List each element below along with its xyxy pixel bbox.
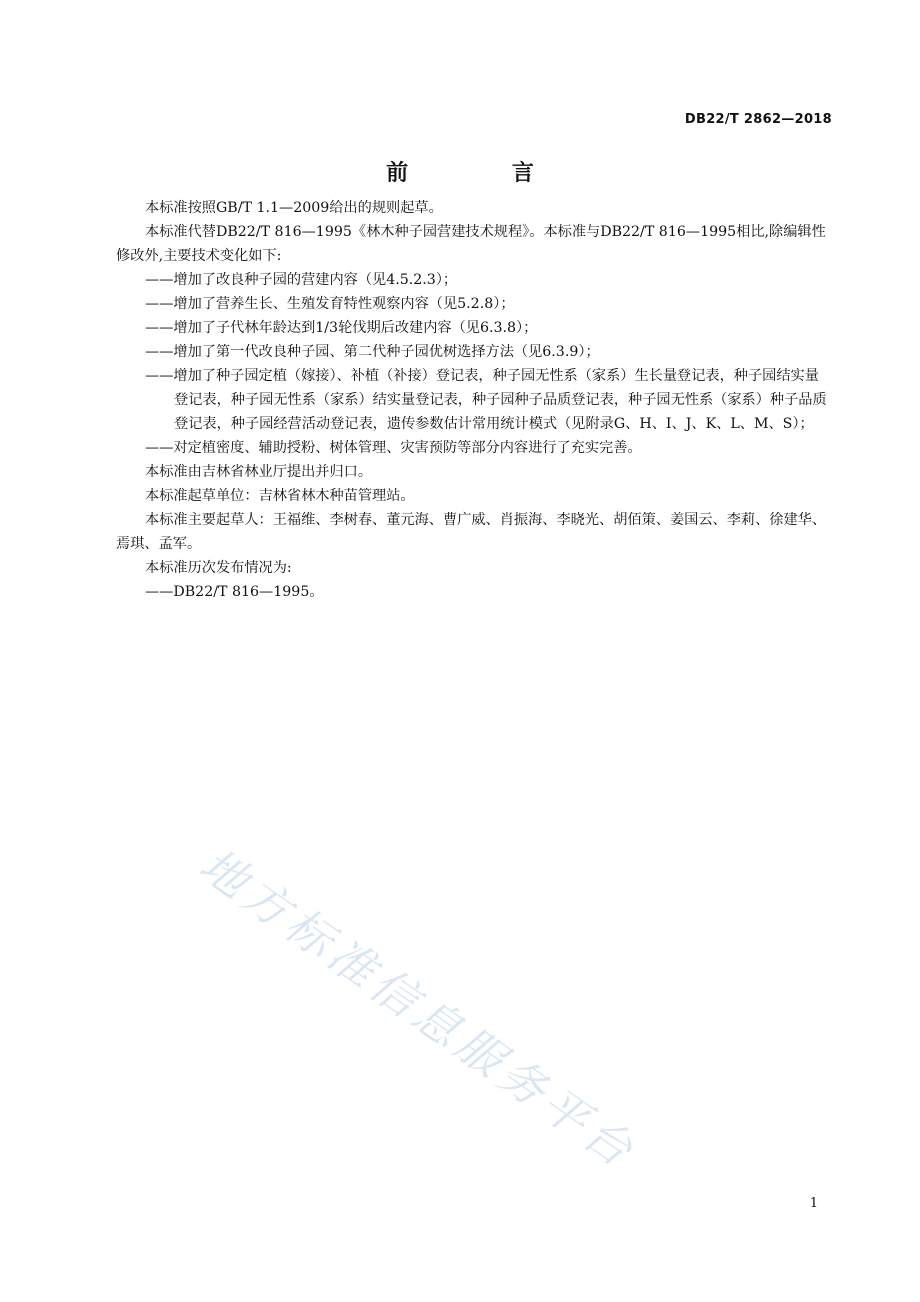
change-item: ——增加了改良种子园的营建内容（见4.5.2.3）； bbox=[145, 272, 458, 288]
watermark: 地方标准信息服务平台 bbox=[189, 837, 647, 1180]
change-item: ——对定植密度、辅助授粉、树体管理、灾害预防等部分内容进行了充实完善。 bbox=[145, 440, 642, 456]
change-item: ——增加了子代林年龄达到1/3轮伐期后改建内容（见6.3.8）； bbox=[145, 320, 538, 336]
change-item: ——增加了第一代改良种子园、第二代种子园优树选择方法（见6.3.9）； bbox=[145, 344, 600, 360]
foreword-body bbox=[116, 196, 832, 604]
paragraph: 本标准按照GB/T 1.1—2009给出的规则起草。 bbox=[145, 200, 443, 216]
paragraph: 本标准代替DB22/T 816—1995《林木种子园营建技术规程》。本标准与DB22/T 816—1995相比,除编辑性修改外,主要技术变化如下: bbox=[116, 224, 826, 264]
proposer-statement: 本标准由吉林省林业厅提出并归口。 bbox=[145, 464, 373, 480]
page-title: 前 言 bbox=[386, 160, 582, 186]
history-item: ——DB22/T 816—1995。 bbox=[145, 584, 324, 600]
drafting-unit: 本标准起草单位：吉林省林木种苗管理站。 bbox=[145, 488, 415, 504]
change-item: ——增加了营养生长、生殖发育特性观察内容（见5.2.8）； bbox=[145, 296, 515, 312]
document-code: DB22/T 2862—2018 bbox=[684, 112, 832, 127]
change-item: ——增加了种子园定植（嫁接）、补植（补接）登记表，种子园无性系（家系）生长量登记表，种子园结实量登记表，种子园无性系（家系）结实量登记表，种子园种子品质登记表，种子园无性系（家系）种子品质登记表，种子园经营活动登记表，遗传参数估计常用统计模式（见附录G、H、I、J、K、L、M、S）； bbox=[145, 368, 827, 432]
history-heading: 本标准历次发布情况为: bbox=[145, 560, 292, 576]
drafters: 本标准主要起草人：王福维、李树春、董元海、曹广威、肖振海、李晓光、胡佰策、姜国云、李莉、徐建华、焉琪、孟军。 bbox=[116, 512, 827, 552]
page-number: 1 bbox=[809, 1196, 818, 1211]
